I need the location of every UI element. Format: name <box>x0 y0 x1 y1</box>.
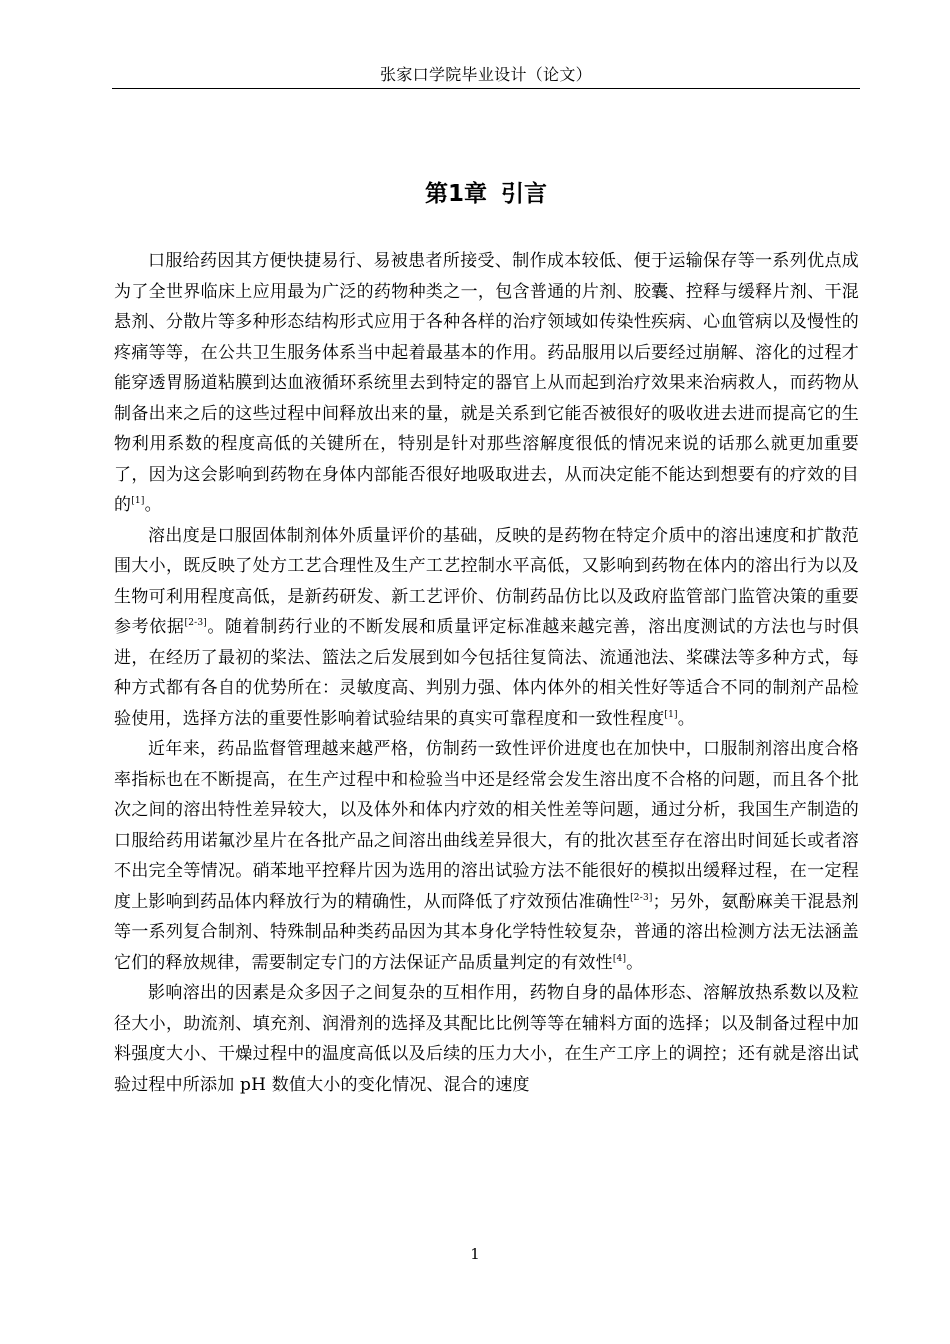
chapter-title: 第1章 引言 <box>424 181 547 207</box>
citation: [2-3] <box>184 618 207 628</box>
paragraph-4 <box>114 978 859 1100</box>
citation: [2-3] <box>630 892 653 903</box>
paragraph-text: 。 <box>677 708 695 729</box>
header-rule <box>112 88 860 89</box>
citation: [1] <box>664 709 678 720</box>
body-text <box>114 246 859 1100</box>
paragraph-text: 。 <box>144 495 162 515</box>
paragraph-text: 。随着制药行业的不断发展和质量评定标准越来越完善，溶出度测试的方法也与时俱进，在经历了最初的桨法、篮法之后发展到如今包括往复筒法、流通池法、桨碟法等多种方式，每种方式都有各自的优势所在：灵敏度高、判别力强、体内体外的相关性好等适合不同的制剂产品检验使用，选择方法的重要性影响着试验结果的真实可靠程度和一致性程度 <box>114 617 859 729</box>
paragraph-text: 。 <box>626 952 644 973</box>
paragraph-text: 溶出度是口服固体制剂体外质量评价的基础，反映的是药物在特定介质中的溶出速度和扩散范围大小，既反映了处方工艺合理性及生产工艺控制水平高低，又影响到药物在体内的溶出行为以及生物可利用程度高低，是新药研发、新工艺评价、仿制药品仿比以及政府监管部门监管决策的重要参考依据 <box>114 525 859 637</box>
paragraph-2 <box>114 521 859 735</box>
paragraph-1 <box>114 246 859 521</box>
citation: [4] <box>612 953 627 964</box>
running-header: 张家口学院毕业设计（论文） <box>380 65 592 84</box>
citation: [1] <box>131 496 145 506</box>
paragraph-text: ；另外，氨酚麻美干混悬剂等一系列复合制剂、特殊制品种类药品因为其本身化学特性较复杂，普通的溶出检测方法无法涵盖它们的释放规律，需要制定专门的方法保证产品质量判定的有效性 <box>114 891 859 973</box>
paragraph-text: 近年来，药品监督管理越来越严格，仿制药一致性评价进度也在加快中，口服制剂溶出度合格率指标也在不断提高，在生产过程中和检验当中还是经常会发生溶出度不合格的问题，而且各个批次之间的溶出特性差异较大，以及体外和体内疗效的相关性差等问题，通过分析，我国生产制造的口服给药用诺氟沙星片在各批产品之间溶出曲线差异很大，有的批次甚至存在溶出时间延长或者溶不出完全等情况。硝苯地平控释片因为选用的溶出试验方法不能很好的模拟出缓释过程，在一定程度上影响到药品体内释放行为的精确性，从而降低了疗效预估准确性 <box>114 739 859 912</box>
paragraph-text: 口服给药因其方便快捷易行、易被患者所接受、制作成本较低、便于运输保存等一系列优点成为了全世界临床上应用最为广泛的药物种类之一，包含普通的片剂、胶囊、控释与缓释片剂、干混悬剂、分散片等多种形态结构形式应用于各种各样的治疗领域如传染性疾病、心血管病以及慢性的疼痛等等，在公共卫生服务体系当中起着最基本的作用。药品服用以后要经过崩解、溶化的过程才能穿透胃肠道粘膜到达血液循环系统里去到特定的器官上从而起到治疗效果来治病救人，而药物从制备出来之后的这些过程中间释放出来的量，就是关系到它能否被很好的吸收进去进而提高它的生物利用系数的程度高低的关键所在，特别是针对那些溶解度很低的情况来说的话那么就更加重要了，因为这会影响到药物在身体内部能否很好地吸取进去，从而决定能不能达到想要有的疗效的目的 <box>114 251 859 515</box>
paragraph-3 <box>114 734 859 978</box>
page-number: 1 <box>470 1245 480 1263</box>
paragraph-text: 影响溶出的因素是众多因子之间复杂的互相作用，药物自身的晶体形态、溶解放热系数以及粒径大小，助流剂、填充剂、润滑剂的选择及其配比比例等等在辅料方面的选择；以及制备过程中加料强度大小、干燥过程中的温度高低以及后续的压力大小，在生产工序上的调控；还有就是溶出试验过程中所添加 pH 数值大小的变化情况、混合的速度 <box>114 983 859 1095</box>
